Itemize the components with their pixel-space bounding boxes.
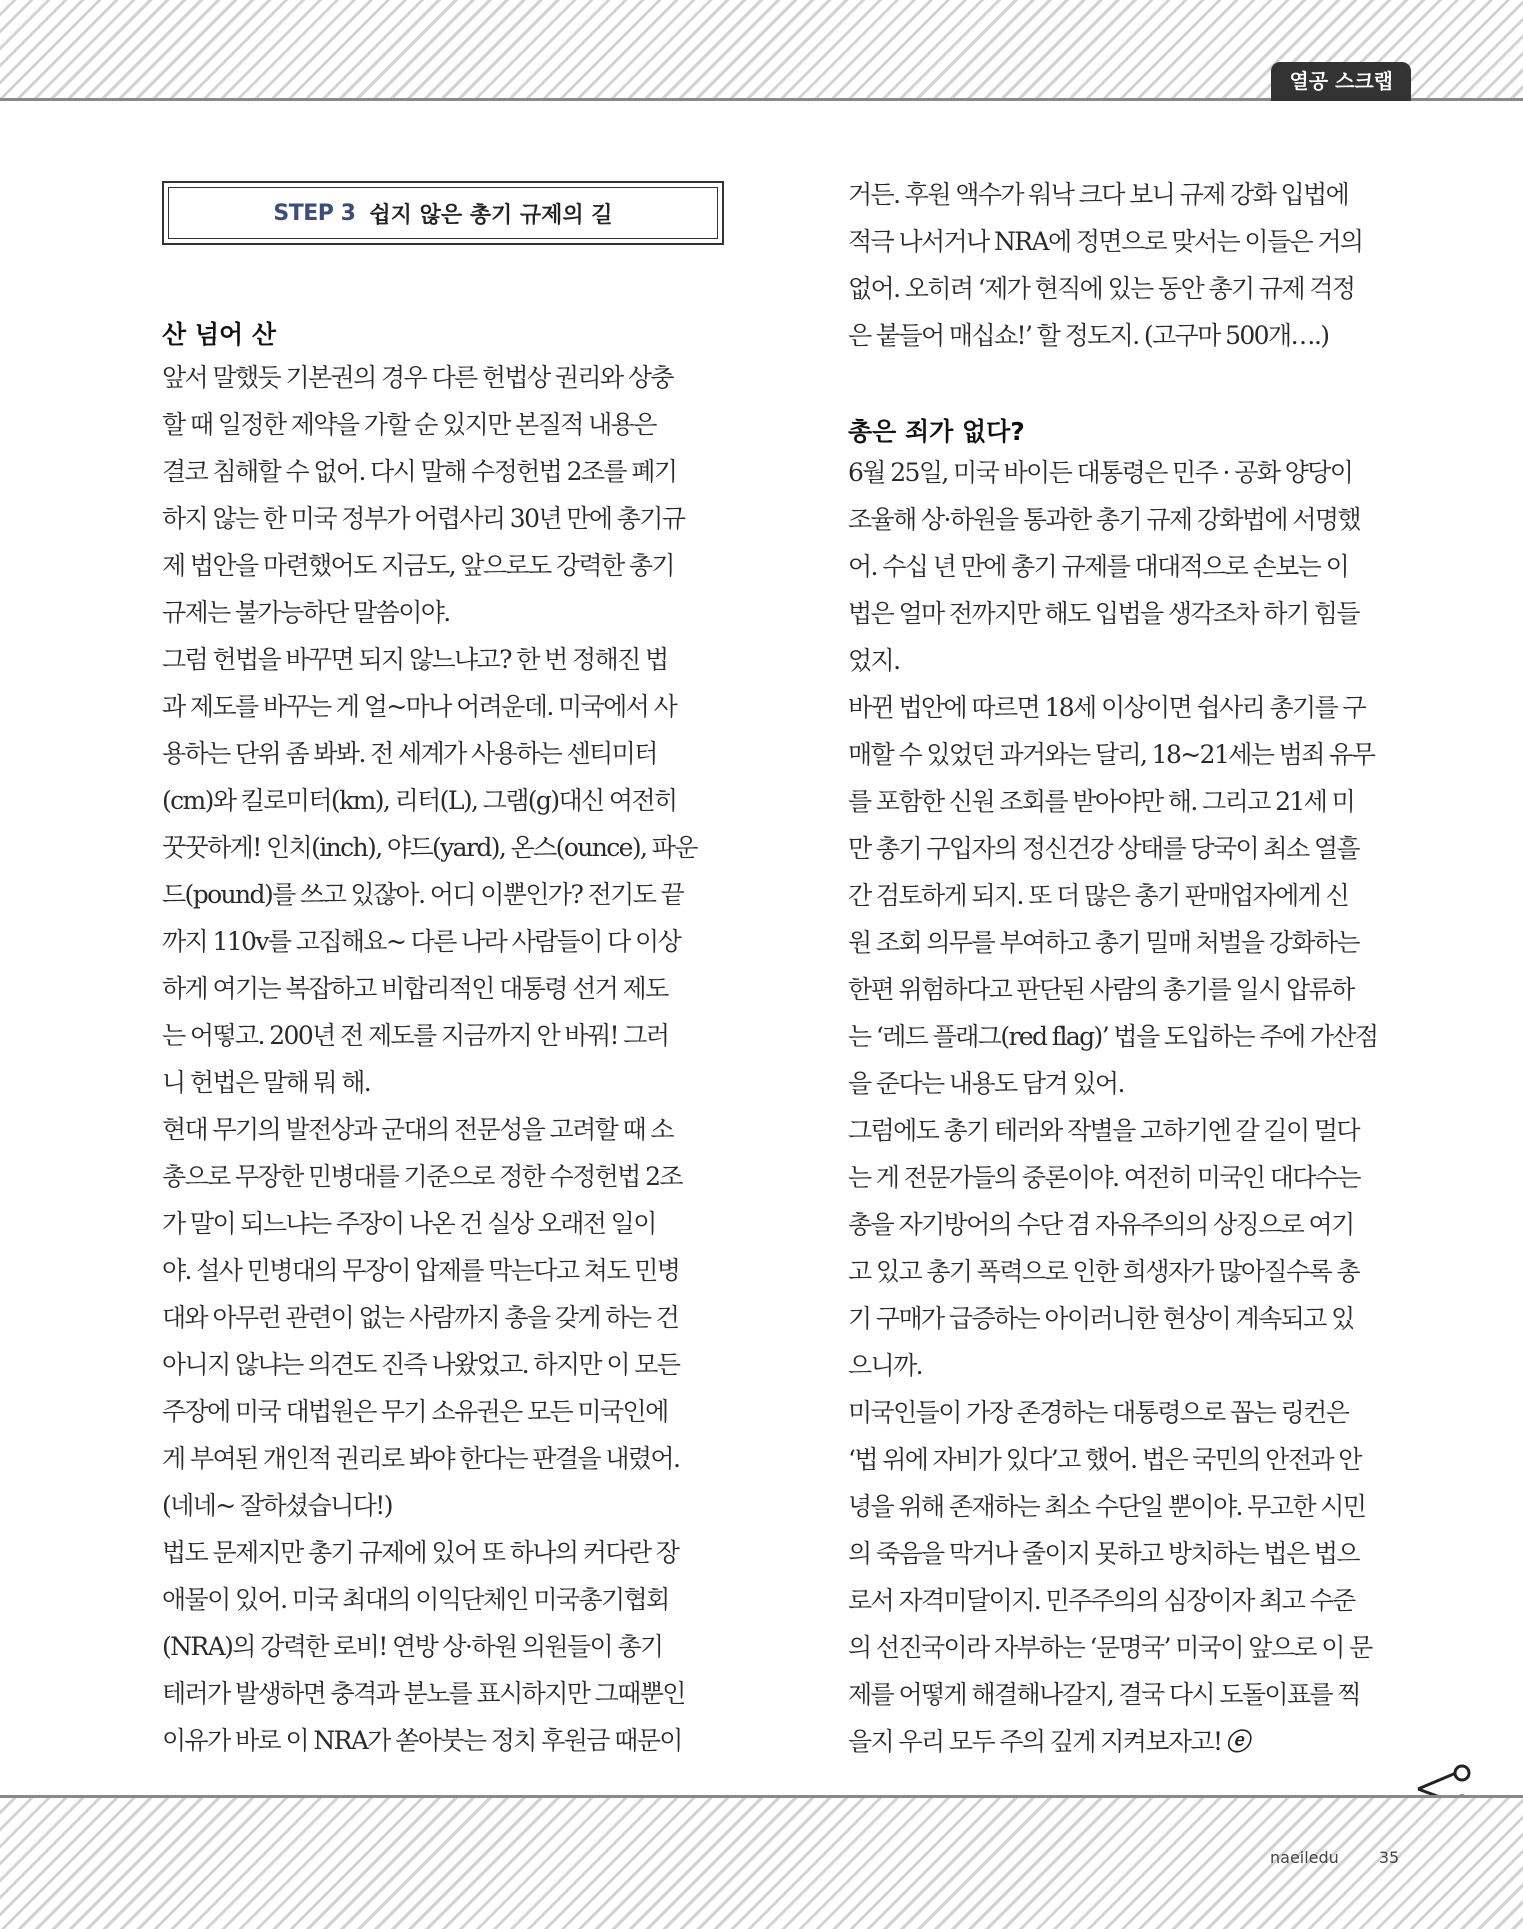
text-line: 기 구매가 급증하는 아이러니한 현상이 계속되고 있 — [848, 1304, 1354, 1333]
text-line: 용하는 단위 좀 봐봐. 전 세계가 사용하는 센티미터 — [162, 739, 657, 768]
text-line: 애물이 있어. 미국 최대의 이익단체인 미국총기협회 — [162, 1585, 669, 1614]
text-line: 만 총기 구입자의 정신건강 상태를 당국이 최소 열흘 — [848, 834, 1359, 863]
text-line: 으니까. — [848, 1351, 922, 1380]
page-body — [0, 101, 1523, 1795]
text-line: 의 선진국이라 자부하는 ‘문명국’ 미국이 앞으로 이 문 — [848, 1633, 1372, 1662]
text-line: 없어. 오히려 ‘제가 현직에 있는 동안 총기 규제 걱정 — [848, 274, 1355, 303]
page-number: 35 — [1378, 1848, 1400, 1867]
text-line: 총을 자기방어의 수단 겸 자유주의의 상징으로 여기 — [848, 1210, 1354, 1239]
text-line: 는 ‘레드 플래그(red flag)’ 법을 도입하는 주에 가산점 — [848, 1022, 1378, 1051]
text-line: 법은 얼마 전까지만 해도 입법을 생각조차 하기 힘들 — [848, 599, 1359, 628]
text-line: 적극 나서거나 NRA에 정면으로 맞서는 이들은 거의 — [848, 227, 1363, 256]
text-line: 규제는 불가능하단 말씀이야. — [162, 598, 450, 627]
text-line: 한편 위험하다고 판단된 사람의 총기를 일시 압류하 — [848, 975, 1354, 1004]
text-line: 하게 여기는 복잡하고 비합리적인 대통령 선거 제도 — [162, 974, 668, 1003]
text-line: 니 헌법은 말해 뭐 해. — [162, 1068, 371, 1097]
text-line: 어. 수십 년 만에 총기 규제를 대대적으로 손보는 이 — [848, 552, 1349, 581]
text-line: 의 죽음을 막거나 줄이지 못하고 방치하는 법은 법으 — [848, 1539, 1359, 1568]
text-line: 고 있고 총기 폭력으로 인한 희생자가 많아질수록 총 — [848, 1257, 1359, 1286]
text-line: 과 제도를 바꾸는 게 얼~마나 어려운데. 미국에서 사 — [162, 692, 677, 721]
text-line: 총으로 무장한 민병대를 기준으로 정한 수정헌법 2조 — [162, 1162, 682, 1191]
text-line: 미국인들이 가장 존경하는 대통령으로 꼽는 링컨은 — [848, 1398, 1349, 1427]
section-tab: 열공 스크랩 — [1271, 62, 1411, 101]
text-line: 이유가 바로 이 NRA가 쏟아붓는 정치 후원금 때문이 — [162, 1726, 682, 1755]
text-line: 바뀐 법안에 따르면 18세 이상이면 쉽사리 총기를 구 — [848, 693, 1366, 722]
text-line: 는 게 전문가들의 중론이야. 여전히 미국인 대다수는 — [848, 1163, 1360, 1192]
text-line: 는 어떻고. 200년 전 제도를 지금까지 안 바꿔! 그러 — [162, 1021, 669, 1050]
text-line: 조율해 상·하원을 통과한 총기 규제 강화법에 서명했 — [848, 505, 1360, 534]
text-line: 그럼 헌법을 바꾸면 되지 않느냐고? 한 번 정해진 법 — [162, 645, 668, 674]
text-line: 아니지 않냐는 의견도 진즉 나왔었고. 하지만 이 모든 — [162, 1350, 680, 1379]
text-line: 6월 25일, 미국 바이든 대통령은 민주 · 공화 양당이 — [848, 458, 1353, 487]
text-line: (cm)와 킬로미터(km), 리터(L), 그램(g)대신 여전히 — [162, 786, 677, 815]
text-line: 꿋꿋하게! 인치(inch), 야드(yard), 온스(ounce), 파운 — [162, 833, 697, 862]
section-heading-left: 산 넘어 산 — [162, 320, 277, 349]
step-title: 쉽지 않은 총기 규제의 길 — [369, 202, 613, 228]
text-line: 거든. 후원 액수가 워낙 크다 보니 규제 강화 입법에 — [848, 180, 1349, 209]
text-line: 야. 설사 민병대의 무장이 압제를 막는다고 쳐도 민병 — [162, 1256, 680, 1285]
text-line: 드(pound)를 쓰고 있잖아. 어디 이뿐인가? 전기도 끝 — [162, 880, 684, 909]
step-header-box — [162, 181, 724, 245]
text-line: 매할 수 있었던 과거와는 달리, 18~21세는 범죄 유무 — [848, 740, 1375, 769]
text-line: 법도 문제지만 총기 규제에 있어 또 하나의 커다란 장 — [162, 1538, 679, 1567]
text-line: 녕을 위해 존재하는 최소 수단일 뿐이야. 무고한 시민 — [848, 1492, 1366, 1521]
text-line: ‘법 위에 자비가 있다’고 했어. 법은 국민의 안전과 안 — [848, 1445, 1361, 1474]
right-body-text-top — [848, 171, 1418, 359]
text-line: 할 때 일정한 제약을 가할 순 있지만 본질적 내용은 — [162, 410, 656, 439]
text-line: 제를 어떻게 해결해나갈지, 결국 다시 도돌이표를 찍 — [848, 1680, 1360, 1709]
text-line: 을 준다는 내용도 담겨 있어. — [848, 1069, 1124, 1098]
text-line: 게 부여된 개인적 권리로 봐야 한다는 판결을 내렸어. — [162, 1444, 680, 1473]
text-line: 주장에 미국 대법원은 무기 소유권은 모든 미국인에 — [162, 1397, 668, 1426]
page-footer — [1270, 1848, 1399, 1867]
text-line: 를 포함한 신원 조회를 받아야만 해. 그리고 21세 미 — [848, 787, 1355, 816]
text-line: 테러가 발생하면 충격과 분노를 표시하지만 그때뿐인 — [162, 1679, 685, 1708]
text-line: 하지 않는 한 미국 정부가 어렵사리 30년 만에 총기규 — [162, 504, 685, 533]
text-line: 간 검토하게 되지. 또 더 많은 총기 판매업자에게 신 — [848, 881, 1349, 910]
text-line: 까지 110v를 고집해요~ 다른 나라 사람들이 다 이상 — [162, 927, 681, 956]
text-line: 을지 우리 모두 주의 깊게 지켜보자고! ⓔ — [848, 1727, 1248, 1756]
text-line: (NRA)의 강력한 로비! 연방 상·하원 의원들이 총기 — [162, 1632, 663, 1661]
text-line: 가 말이 되느냐는 주장이 나온 건 실상 오래전 일이 — [162, 1209, 656, 1238]
left-body-text — [162, 354, 732, 1764]
right-body-text — [848, 449, 1418, 1765]
text-line: 대와 아무런 관련이 없는 사람까지 총을 갖게 하는 건 — [162, 1303, 679, 1332]
publication-name: naeiledu — [1270, 1848, 1339, 1867]
end-mark-icon: ⓔ — [1225, 1728, 1248, 1756]
text-line: 그럼에도 총기 테러와 작별을 고하기엔 갈 길이 멀다 — [848, 1116, 1359, 1145]
text-line: 원 조회 의무를 부여하고 총기 밀매 처벌을 강화하는 — [848, 928, 1359, 957]
text-line: 제 법안을 마련했어도 지금도, 앞으로도 강력한 총기 — [162, 551, 674, 580]
text-line: 었지. — [848, 646, 900, 675]
text-line: (네네~ 잘하셨습니다!) — [162, 1491, 392, 1520]
step-label: STEP 3 — [273, 200, 356, 226]
section-heading-right: 총은 죄가 없다? — [848, 417, 1025, 446]
text-line: 결코 침해할 수 없어. 다시 말해 수정헌법 2조를 폐기 — [162, 457, 677, 486]
text-line: 로서 자격미달이지. 민주주의의 심장이자 최고 수준 — [848, 1586, 1355, 1615]
text-line: 은 붙들어 매십쇼!’ 할 정도지. (고구마 500개….) — [848, 321, 1329, 350]
text-line: 앞서 말했듯 기본권의 경우 다른 헌법상 권리와 상충 — [162, 363, 673, 392]
text-line: 현대 무기의 발전상과 군대의 전문성을 고려할 때 소 — [162, 1115, 673, 1144]
